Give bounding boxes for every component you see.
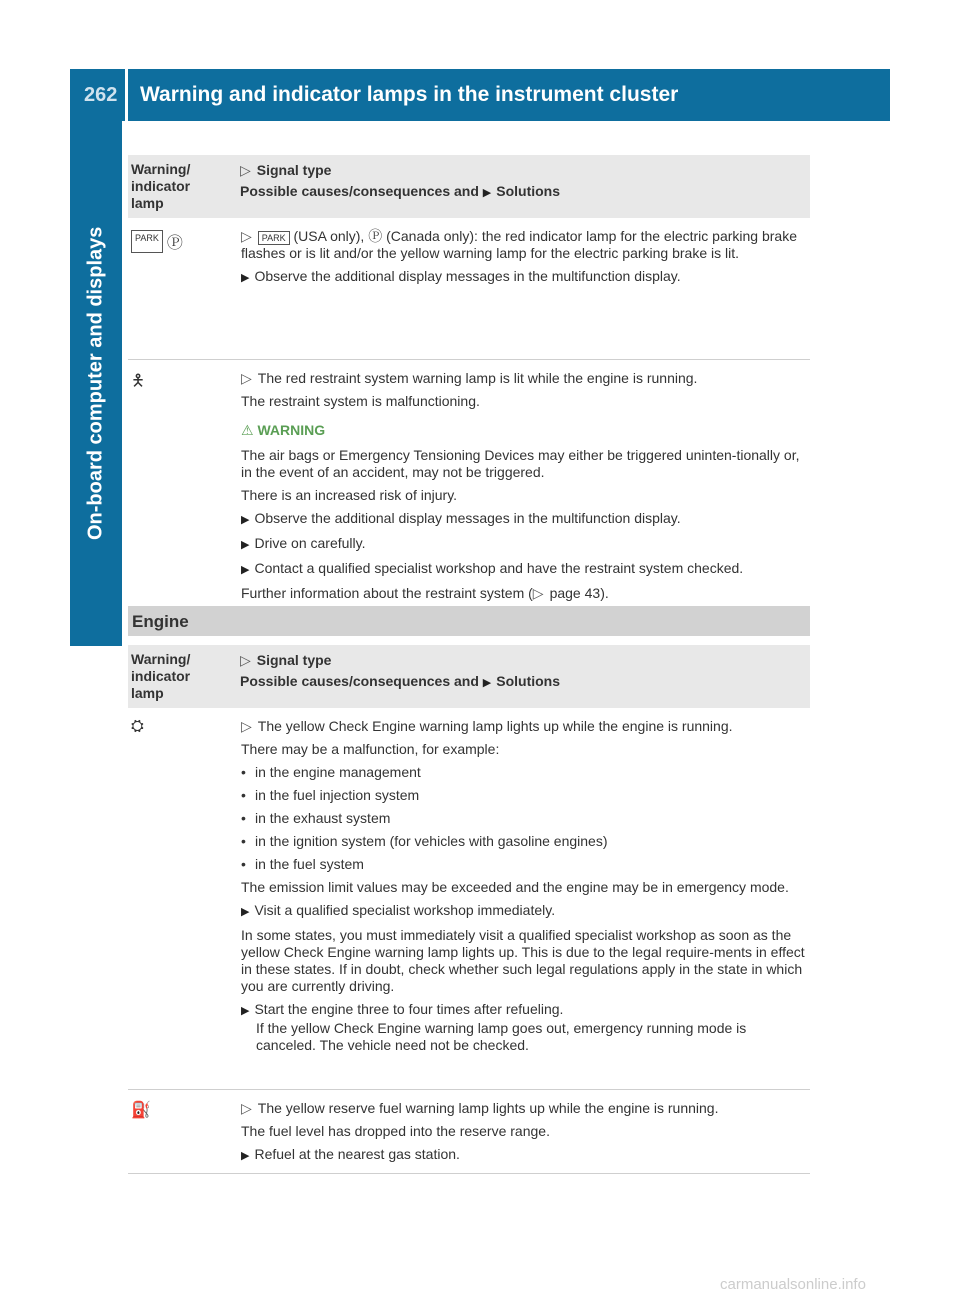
watermark: carmanualsonline.info: [720, 1276, 866, 1293]
bullet-icon: •: [241, 856, 246, 872]
warning-triangle-icon: ⚠: [241, 422, 254, 438]
table-header: [128, 645, 810, 708]
park-brake-icon: PARK: [131, 230, 163, 253]
col-lamp-header: Warning/ indicator lamp: [131, 161, 191, 211]
page-number: 262: [84, 84, 118, 106]
arrow-icon: ▶: [241, 272, 250, 284]
bullet-icon: •: [241, 764, 246, 780]
page-header: [70, 69, 890, 121]
chapter-sidebar: [70, 121, 122, 646]
fuel-pump-icon: ⛽: [131, 1102, 151, 1119]
page-title: Warning and indicator lamps in the instrument cluster: [140, 83, 679, 106]
col-info-header: ▷ Signal type Possible causes/consequences and ▶ Solutions: [240, 162, 561, 199]
lamp-table-1: [128, 155, 810, 612]
table-header: [128, 155, 810, 218]
parking-brake-circle-icon: Ⓟ: [166, 235, 183, 252]
signal-icon: ▷: [240, 162, 251, 178]
arrow-icon: ▶: [241, 1150, 250, 1162]
signal-icon: ▷: [241, 370, 252, 386]
restraint-system-icon: 🯅: [131, 373, 146, 390]
arrow-icon: ▶: [241, 539, 250, 551]
table-row: ⛽ ▷ The yellow reserve fuel warning lamp lights up while the engine is running. The fuel level has dropped into the reserve range. ▶ Refuel at the nearest gas station.: [128, 1090, 810, 1174]
bullet-icon: •: [241, 810, 246, 826]
arrow-icon: ▶: [241, 906, 250, 918]
section-heading: Engine: [128, 606, 810, 636]
arrow-icon: ▶: [482, 187, 492, 199]
bullet-icon: •: [241, 787, 246, 803]
table-row: 🯅 ▷ The red restraint system warning lamp is lit while the engine is running. The restraint system is malfunctioning. ⚠ WARNING The air bags or Emergency Tensioning Devices may either be triggered uninten-tionally or, in the event of an accident, may not be triggered. There is an increased risk of injury. ▶ Observe the additional display messages in the multifunction display. ▶ Drive on carefully. ▶ Contact a qualified specialist workshop and have the restraint system checked. Further information about the restraint system (▷ page 43).: [128, 360, 810, 612]
lamp-table-2: [128, 645, 810, 1174]
signal-icon: ▷: [241, 1100, 252, 1116]
arrow-icon: ▶: [241, 564, 250, 576]
signal-icon: ▷: [240, 652, 251, 668]
table-row: ⛭ ▷ The yellow Check Engine warning lamp lights up while the engine is running. There may be a malfunction, for example: • in the engine management • in the fuel injection system • in the exhaust system • in the ignition system (for vehicles with gasoline engines) • in the fuel system The emission limit values may be exceeded and the engine may be in emergency mode. ▶ Visit a qualified specialist workshop immediately. In some states, you must immediately visit a qualified specialist workshop as soon as the yellow Check Engine warning lamp lights up. This is due to the legal require-ments in effect in these states. If in doubt, check whether such legal regulations apply in the state in which you are currently driving. ▶ Start the engine three to four times after refueling. If the yellow Check Engine warning lamp goes out, emergency running mode is canceled. The vehicle need not be checked.: [128, 708, 810, 1090]
page-link[interactable]: page 43: [549, 585, 601, 601]
check-engine-icon: ⛭: [131, 718, 144, 735]
header-divider: [125, 69, 128, 121]
arrow-icon: ▶: [241, 1005, 250, 1017]
park-brake-icon: PARK: [258, 231, 290, 245]
arrow-icon: ▶: [241, 514, 250, 526]
bullet-icon: •: [241, 833, 246, 849]
col-lamp-header: Warning/ indicator lamp: [131, 651, 191, 701]
signal-icon: ▷: [241, 718, 252, 734]
parking-brake-circle-icon: Ⓟ: [368, 228, 383, 244]
col-info-header: ▷ Signal type Possible causes/consequences and ▶ Solutions: [240, 652, 561, 689]
table-row: PARK Ⓟ ▷ PARK (USA only), Ⓟ (Canada only): the red indicator lamp for the electric parking brake flashes or is lit and/or the yellow warning lamp for the electric parking brake is lit. ▶ Observe the additional display messages in the multifunction display.: [128, 218, 810, 360]
signal-icon: ▷: [241, 228, 252, 244]
arrow-icon: ▶: [482, 677, 492, 689]
chapter-label: On-board computer and displays: [84, 226, 107, 541]
page-ref-icon: ▷: [532, 585, 544, 601]
